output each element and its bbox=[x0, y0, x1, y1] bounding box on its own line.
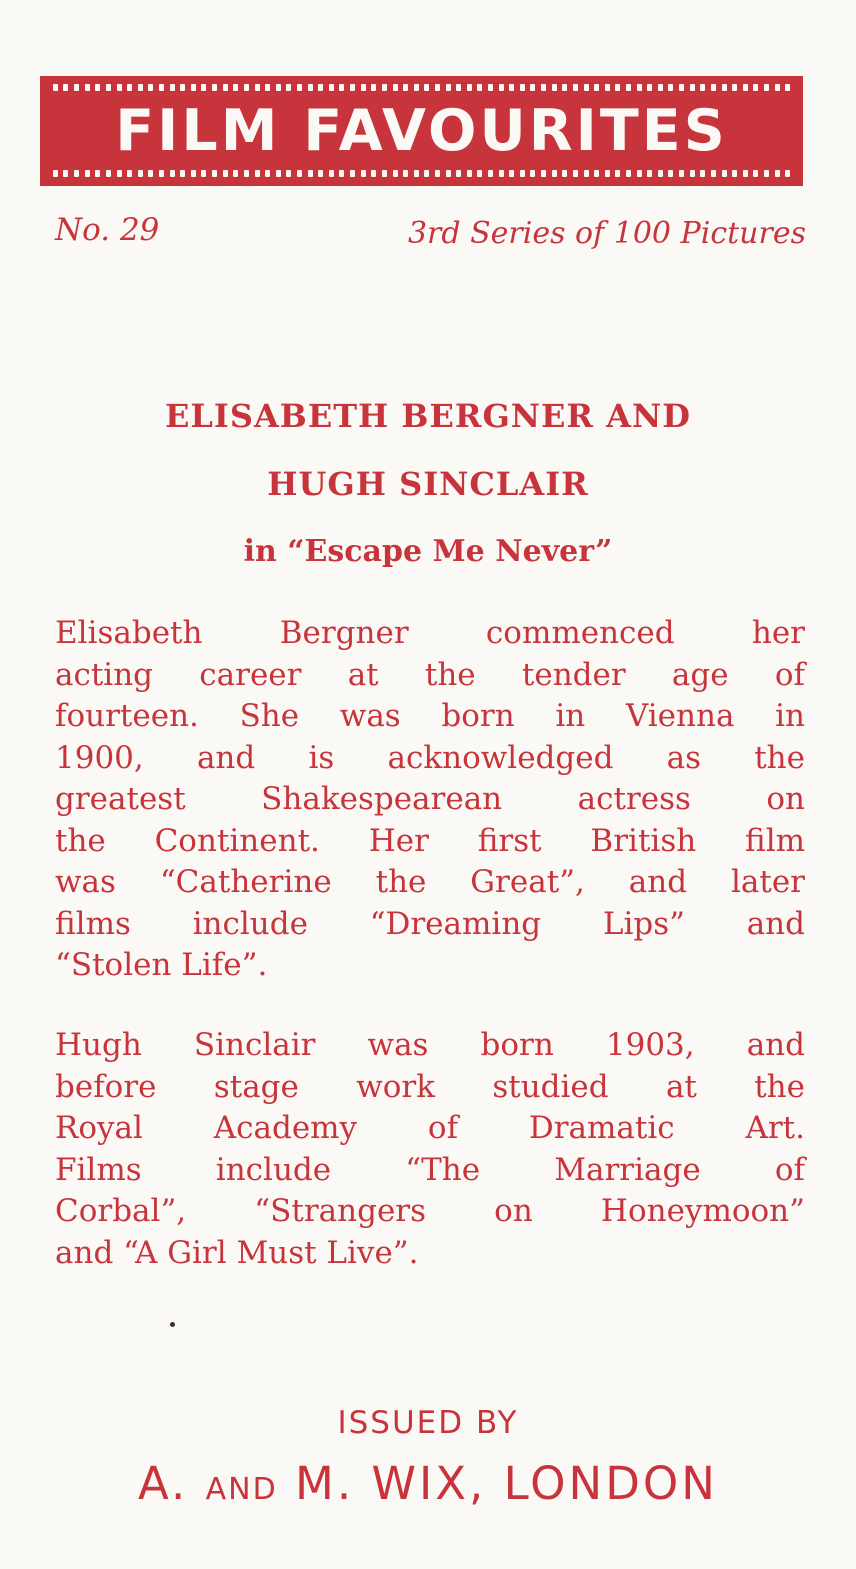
perforation-dot bbox=[753, 84, 758, 91]
perforation-dot bbox=[605, 170, 610, 177]
perforation-dot bbox=[138, 170, 143, 177]
perforation-dot bbox=[679, 84, 684, 91]
perforation-dot bbox=[573, 84, 578, 91]
perforation-dot bbox=[520, 170, 525, 177]
perforation-dot bbox=[509, 170, 514, 177]
perforation-dot bbox=[499, 84, 504, 91]
perforation-dot bbox=[477, 170, 482, 177]
text-line: 1900, and is acknowledged as the bbox=[55, 739, 805, 776]
perforation-dot bbox=[414, 84, 419, 91]
perforation-dot bbox=[74, 84, 79, 91]
perforation-dot bbox=[350, 84, 355, 91]
text-line: greatest Shakespearean actress on bbox=[55, 781, 805, 817]
perforation-dot bbox=[127, 84, 132, 91]
perforation-dot bbox=[700, 170, 705, 177]
perforation-dot bbox=[244, 170, 249, 177]
perforation-dot bbox=[180, 170, 185, 177]
perforation-dot bbox=[233, 170, 238, 177]
perforation-dot bbox=[594, 170, 599, 177]
perforation-dot bbox=[637, 170, 642, 177]
perforation-dot bbox=[424, 170, 429, 177]
perforation-dot bbox=[446, 170, 451, 177]
perforation-dot bbox=[53, 170, 58, 177]
perforation-dot bbox=[350, 170, 355, 177]
perforation-dot bbox=[297, 84, 302, 91]
perforation-dot bbox=[775, 170, 780, 177]
publisher-and: AND bbox=[205, 1472, 278, 1507]
perforation-dot bbox=[74, 170, 79, 177]
perforation-dot bbox=[499, 170, 504, 177]
perforation-dot bbox=[785, 170, 790, 177]
perforation-dot bbox=[318, 170, 323, 177]
banner-title: FILM FAVOURITES bbox=[115, 98, 728, 164]
perforation-dot bbox=[615, 170, 620, 177]
text-line: was “Catherine the Great”, and later bbox=[55, 864, 805, 900]
perforation-dot bbox=[371, 170, 376, 177]
perforation-dot bbox=[223, 170, 228, 177]
text-line: before stage work studied at the bbox=[55, 1068, 805, 1105]
text-line: Elisabeth Bergner commenced her bbox=[55, 615, 805, 651]
perforation-dot bbox=[212, 170, 217, 177]
perforation-dot bbox=[541, 170, 546, 177]
perforation-dot bbox=[403, 84, 408, 91]
perforation-dot bbox=[180, 84, 185, 91]
text-line: acting career at the tender age of bbox=[55, 656, 805, 693]
perforation-dot bbox=[339, 84, 344, 91]
perforation-dot bbox=[318, 84, 323, 91]
perforation-dot bbox=[371, 84, 376, 91]
perforation-dot bbox=[159, 170, 164, 177]
perforation-dot bbox=[117, 170, 122, 177]
perforation-dot bbox=[541, 84, 546, 91]
perforation-dot bbox=[265, 84, 270, 91]
perforation-dot bbox=[191, 84, 196, 91]
text-line: Corbal”, “Strangers on Honeymoon” bbox=[55, 1193, 805, 1229]
perforation-dot bbox=[435, 170, 440, 177]
text-line: Hugh Sinclair was born 1903, and bbox=[55, 1027, 805, 1063]
perforation-dot bbox=[159, 84, 164, 91]
perforation-dot bbox=[658, 170, 663, 177]
perforation-dot bbox=[276, 84, 281, 91]
perforation-dot bbox=[562, 84, 567, 91]
text-line: “Stolen Life”. bbox=[55, 947, 268, 983]
perforation-dot bbox=[201, 84, 206, 91]
perforation-dot bbox=[626, 84, 631, 91]
perforation-dot bbox=[106, 170, 111, 177]
perforation-dot bbox=[85, 170, 90, 177]
film-perforations-top bbox=[50, 84, 793, 92]
perforation-dot bbox=[530, 84, 535, 91]
perforation-dot bbox=[308, 170, 313, 177]
perforation-dot bbox=[626, 170, 631, 177]
text-line: the Continent. Her first British film bbox=[55, 822, 805, 859]
perforation-dot bbox=[201, 170, 206, 177]
perforation-dot bbox=[63, 170, 68, 177]
perforation-dot bbox=[191, 170, 196, 177]
perforation-dot bbox=[255, 170, 260, 177]
perforation-dot bbox=[276, 170, 281, 177]
perforation-dot bbox=[584, 170, 589, 177]
perforation-dot bbox=[477, 84, 482, 91]
perforation-dot bbox=[700, 84, 705, 91]
perforation-dot bbox=[785, 84, 790, 91]
perforation-dot bbox=[668, 170, 673, 177]
perforation-dot bbox=[255, 84, 260, 91]
paper-speck bbox=[170, 1322, 175, 1327]
perforation-dot bbox=[668, 84, 673, 91]
perforation-dot bbox=[722, 170, 727, 177]
perforation-dot bbox=[393, 84, 398, 91]
perforation-dot bbox=[286, 170, 291, 177]
perforation-dot bbox=[361, 170, 366, 177]
perforation-dot bbox=[95, 170, 100, 177]
perforation-dot bbox=[722, 84, 727, 91]
perforation-dot bbox=[467, 84, 472, 91]
film-title: in “Escape Me Never” bbox=[243, 534, 613, 569]
perforation-dot bbox=[382, 84, 387, 91]
perforation-dot bbox=[690, 170, 695, 177]
perforation-dot bbox=[530, 170, 535, 177]
perforation-dot bbox=[552, 170, 557, 177]
publisher-initial: A. bbox=[138, 1457, 189, 1510]
perforation-dot bbox=[382, 170, 387, 177]
perforation-dot bbox=[552, 84, 557, 91]
headline-line-1: ELISABETH BERGNER AND bbox=[165, 397, 691, 435]
perforation-dot bbox=[85, 84, 90, 91]
perforation-dot bbox=[605, 84, 610, 91]
perforation-dot bbox=[339, 170, 344, 177]
perforation-dot bbox=[594, 84, 599, 91]
perforation-dot bbox=[95, 84, 100, 91]
perforation-dot bbox=[170, 84, 175, 91]
text-line: Films include “The Marriage of bbox=[55, 1151, 805, 1188]
perforation-dot bbox=[456, 84, 461, 91]
perforation-dot bbox=[361, 84, 366, 91]
perforation-dot bbox=[647, 84, 652, 91]
biography-paragraph-1 bbox=[55, 613, 805, 987]
publisher-rest: M. WIX, LONDON bbox=[295, 1457, 718, 1510]
text-line: and “A Girl Must Live”. bbox=[55, 1234, 419, 1271]
perforation-dot bbox=[637, 84, 642, 91]
film-perforations-bottom bbox=[50, 170, 793, 178]
perforation-dot bbox=[414, 170, 419, 177]
perforation-dot bbox=[424, 84, 429, 91]
text-line: films include “Dreaming Lips” and bbox=[55, 905, 805, 942]
perforation-dot bbox=[286, 84, 291, 91]
perforation-dot bbox=[658, 84, 663, 91]
perforation-dot bbox=[308, 84, 313, 91]
perforation-dot bbox=[456, 170, 461, 177]
perforation-dot bbox=[764, 84, 769, 91]
perforation-dot bbox=[615, 84, 620, 91]
perforation-dot bbox=[244, 84, 249, 91]
perforation-dot bbox=[764, 170, 769, 177]
perforation-dot bbox=[148, 170, 153, 177]
perforation-dot bbox=[446, 84, 451, 91]
perforation-dot bbox=[562, 170, 567, 177]
card-number: No. 29 bbox=[55, 212, 160, 248]
perforation-dot bbox=[63, 84, 68, 91]
perforation-dot bbox=[679, 170, 684, 177]
perforation-dot bbox=[743, 84, 748, 91]
headline-line-2: HUGH SINCLAIR bbox=[267, 465, 589, 503]
biography-paragraph-2 bbox=[55, 1025, 805, 1274]
perforation-dot bbox=[488, 84, 493, 91]
series-info: 3rd Series of 100 Pictures bbox=[407, 216, 806, 251]
perforation-dot bbox=[393, 170, 398, 177]
perforation-dot bbox=[753, 170, 758, 177]
perforation-dot bbox=[329, 170, 334, 177]
perforation-dot bbox=[711, 84, 716, 91]
perforation-dot bbox=[53, 84, 58, 91]
perforation-dot bbox=[467, 170, 472, 177]
title-banner bbox=[40, 76, 803, 186]
perforation-dot bbox=[106, 84, 111, 91]
perforation-dot bbox=[233, 84, 238, 91]
perforation-dot bbox=[647, 170, 652, 177]
perforation-dot bbox=[732, 84, 737, 91]
perforation-dot bbox=[212, 84, 217, 91]
issued-by-label: ISSUED BY bbox=[337, 1405, 519, 1441]
perforation-dot bbox=[223, 84, 228, 91]
perforation-dot bbox=[690, 84, 695, 91]
perforation-dot bbox=[488, 170, 493, 177]
perforation-dot bbox=[732, 170, 737, 177]
perforation-dot bbox=[148, 84, 153, 91]
perforation-dot bbox=[520, 84, 525, 91]
perforation-dot bbox=[584, 84, 589, 91]
perforation-dot bbox=[509, 84, 514, 91]
perforation-dot bbox=[127, 170, 132, 177]
publisher-name bbox=[40, 1456, 816, 1518]
perforation-dot bbox=[297, 170, 302, 177]
text-line: Royal Academy of Dramatic Art. bbox=[55, 1110, 805, 1146]
perforation-dot bbox=[138, 84, 143, 91]
perforation-dot bbox=[265, 170, 270, 177]
perforation-dot bbox=[711, 170, 716, 177]
perforation-dot bbox=[170, 170, 175, 177]
perforation-dot bbox=[403, 170, 408, 177]
perforation-dot bbox=[329, 84, 334, 91]
perforation-dot bbox=[435, 84, 440, 91]
perforation-dot bbox=[117, 84, 122, 91]
text-line: fourteen. She was born in Vienna in bbox=[55, 698, 805, 734]
perforation-dot bbox=[775, 84, 780, 91]
perforation-dot bbox=[573, 170, 578, 177]
perforation-dot bbox=[743, 170, 748, 177]
